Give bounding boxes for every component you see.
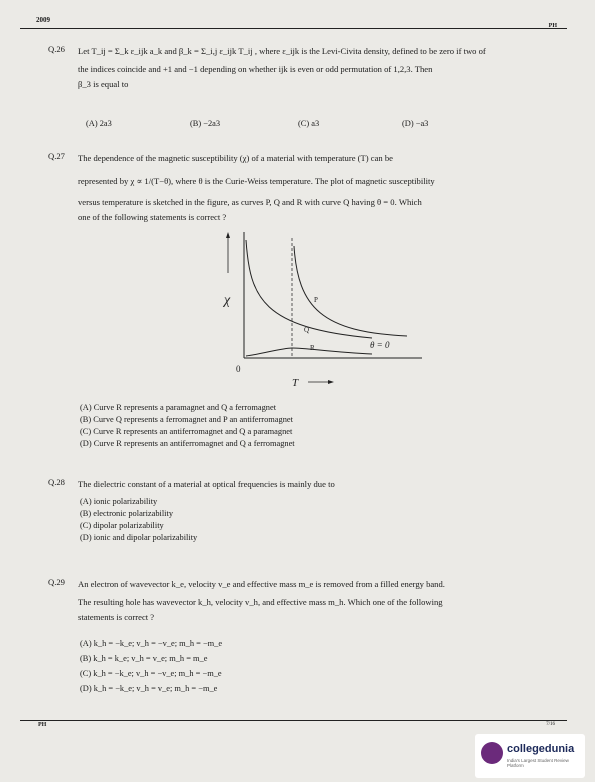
q27-option-b[interactable]: (B) Curve Q represents a ferromagnet and P an antiferromagnet xyxy=(80,415,293,424)
q26-option-c[interactable]: (C) a3 xyxy=(298,119,320,128)
q27-line1: The dependence of the magnetic susceptibility (χ) of a material with temperature (T) can be xyxy=(78,153,393,163)
origin-label: 0 xyxy=(236,364,241,374)
q26-line2: the indices coincide and +1 and −1 depending on whether ijk is even or odd permutation of 1,2,3. Then xyxy=(78,64,433,74)
curve-r-label: R xyxy=(310,344,315,352)
header-rule xyxy=(20,28,567,29)
q29-line3: statements is correct ? xyxy=(78,612,155,622)
q27-options xyxy=(80,402,295,450)
logo-tagline: India's Largest Student Review Platform xyxy=(507,758,569,768)
q26-number: Q.26 xyxy=(48,44,65,54)
q27-line2: represented by χ ∝ 1/(T−θ), where θ is the Curie-Weiss temperature. The plot of magnetic susceptibility xyxy=(78,176,435,186)
q29-number: Q.29 xyxy=(48,577,65,587)
q28-option-c[interactable]: (C) dipolar polarizability xyxy=(80,521,164,530)
curve-p xyxy=(294,246,407,336)
q29-option-d[interactable]: (D) k_h = −k_e; v_h = v_e; m_h = −m_e xyxy=(80,684,218,693)
x-arrowhead xyxy=(328,380,334,384)
q27-option-a[interactable]: (A) Curve R represents a paramagnet and Q a ferromagnet xyxy=(80,403,277,412)
collegedunia-logo[interactable] xyxy=(475,734,585,778)
q28-option-a[interactable]: (A) ionic polarizability xyxy=(80,497,158,506)
curve-r xyxy=(246,348,372,356)
q26-option-a[interactable]: (A) 2a3 xyxy=(86,119,112,128)
logo-name: collegedunia xyxy=(507,743,575,755)
exam-year: 2009 xyxy=(36,16,50,24)
q29-option-b[interactable]: (B) k_h = k_e; v_h = v_e; m_h = m_e xyxy=(80,654,208,663)
curve-q-label: Q xyxy=(304,326,310,334)
q29-line1: An electron of wavevector k_e, velocity v_e and effective mass m_e is removed from a filled energy band. xyxy=(78,579,445,589)
q29-option-c[interactable]: (C) k_h = −k_e; v_h = −v_e; m_h = −m_e xyxy=(80,669,222,678)
footer-paper-code: PH xyxy=(38,722,47,728)
q29-options xyxy=(80,636,222,696)
y-arrowhead xyxy=(226,232,230,238)
q28-option-b[interactable]: (B) electronic polarizability xyxy=(80,509,174,518)
q26-line3: β_3 is equal to xyxy=(78,79,129,89)
y-label: χ xyxy=(224,293,231,308)
footer-page-number: 7/16 xyxy=(546,722,555,727)
curve-p-label: P xyxy=(314,296,318,304)
q27-line3: versus temperature is sketched in the figure, as curves P, Q and R with curve Q having θ = 0. Which xyxy=(78,197,422,207)
q26-option-d[interactable]: (D) −a3 xyxy=(402,119,429,128)
q26-line1: Let T_ij = Σ_k ε_ijk a_k and β_k = Σ_i,j ε_ijk T_ij , where ε_ijk is the Levi-Civita density, defined to be zero if two of xyxy=(78,46,486,56)
paper-code: PH xyxy=(548,23,557,29)
q27-text xyxy=(78,151,548,225)
q26-option-b[interactable]: (B) −2a3 xyxy=(190,119,221,128)
q27-option-d[interactable]: (D) Curve R represents an antiferromagnet and Q a ferromagnet xyxy=(80,439,295,448)
q26-text xyxy=(78,44,548,92)
susceptibility-graph xyxy=(222,228,422,396)
page-header xyxy=(0,6,595,28)
q28-line1: The dielectric constant of a material at optical frequencies is mainly due to xyxy=(78,479,335,489)
q29-line2: The resulting hole has wavevector k_h, velocity v_h, and effective mass m_h. Which one of the following xyxy=(78,597,443,607)
curve-q xyxy=(246,240,372,338)
q29-text xyxy=(78,577,548,625)
theta-label: θ = 0 xyxy=(370,340,390,350)
logo-mark-icon xyxy=(481,742,503,764)
q29-option-a[interactable]: (A) k_h = −k_e; v_h = −v_e; m_h = −m_e xyxy=(80,639,223,648)
q27-option-c[interactable]: (C) Curve R represents an antiferromagnet and Q a paramagnet xyxy=(80,427,293,436)
q28-options xyxy=(80,496,197,544)
footer-rule xyxy=(20,720,567,721)
x-label: T xyxy=(292,377,299,389)
q27-number: Q.27 xyxy=(48,151,65,161)
q28-number: Q.28 xyxy=(48,477,65,487)
q28-option-d[interactable]: (D) ionic and dipolar polarizability xyxy=(80,533,198,542)
q27-line4: one of the following statements is correct ? xyxy=(78,212,227,222)
